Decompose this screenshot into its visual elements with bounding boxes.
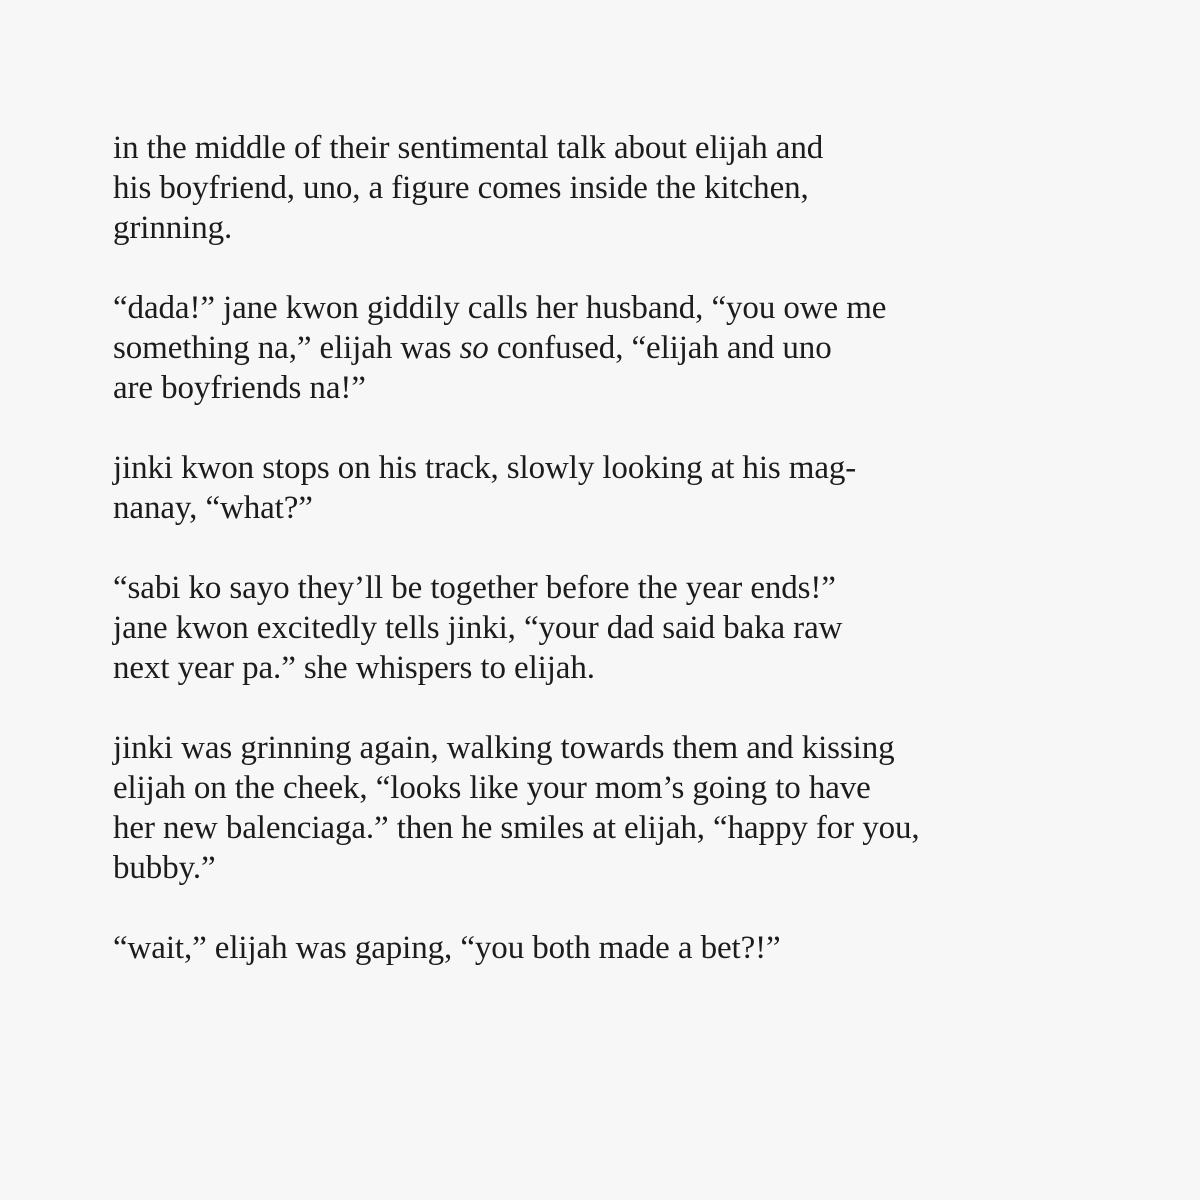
text-segment: jinki kwon stops on his track, slowly looking at his mag- [113,450,857,486]
emphasis-text: so [459,330,489,366]
text-line [113,648,1103,688]
text-segment: jinki was grinning again, walking towards them and kissing [113,730,895,766]
text-segment: her new balenciaga.” then he smiles at elijah, “happy for you, [113,810,920,846]
text-segment: his boyfriend, uno, a figure comes inside the kitchen, [113,170,809,206]
text-line [113,208,1103,248]
text-line [113,488,1103,528]
text-line [113,328,1103,368]
text-line [113,568,1103,608]
paragraph [113,448,1103,528]
text-line [113,448,1103,488]
text-segment: elijah on the cheek, “looks like your mom’s going to have [113,770,871,806]
text-segment: bubby.” [113,850,216,886]
text-line [113,288,1103,328]
paragraph [113,128,1103,248]
text-segment: in the middle of their sentimental talk about elijah and [113,130,824,166]
text-segment: nanay, “what?” [113,490,313,526]
text-segment: something na,” elijah was [113,330,460,366]
text-line [113,808,1103,848]
text-segment: “sabi ko sayo they’ll be together before the year ends!” [113,570,836,606]
paragraph [113,728,1103,888]
text-line [113,168,1103,208]
story-text [113,128,1103,968]
text-segment: are boyfriends na!” [113,370,366,406]
text-segment: jane kwon excitedly tells jinki, “your dad said baka raw [113,610,843,646]
text-segment: “dada!” jane kwon giddily calls her husband, “you owe me [113,290,887,326]
text-line [113,368,1103,408]
text-line [113,128,1103,168]
text-line [113,768,1103,808]
text-segment: grinning. [113,210,233,246]
text-segment: “wait,” elijah was gaping, “you both made a bet?!” [113,930,781,966]
text-segment: confused, “elijah and uno [488,330,832,366]
text-line [113,928,1103,968]
text-line [113,608,1103,648]
paragraph [113,288,1103,408]
text-segment: next year pa.” she whispers to elijah. [113,650,595,686]
paragraph [113,928,1103,968]
paragraph [113,568,1103,688]
text-line [113,848,1103,888]
text-line [113,728,1103,768]
